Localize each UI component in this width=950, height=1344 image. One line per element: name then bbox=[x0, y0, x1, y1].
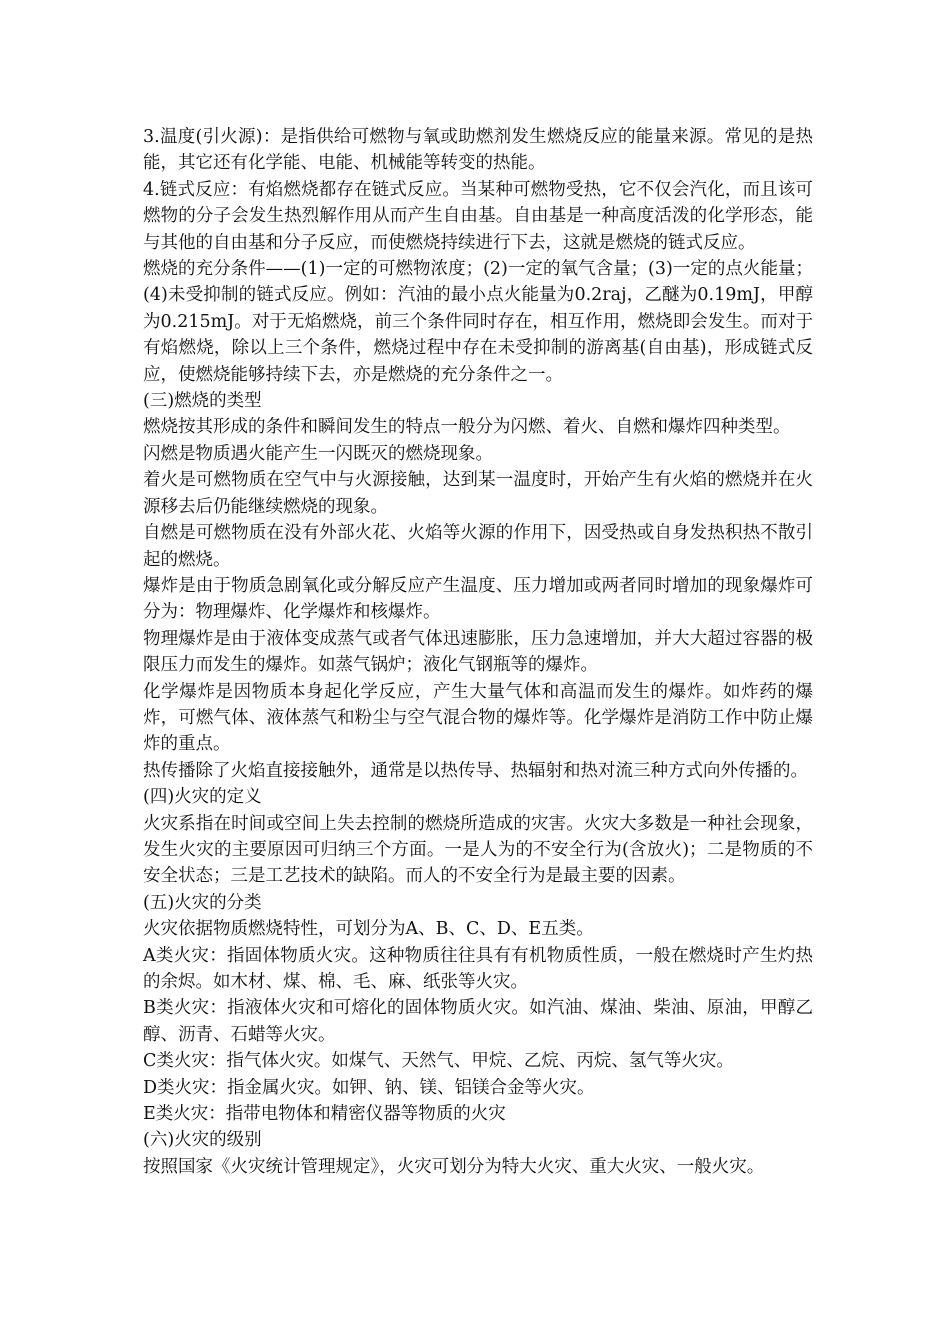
paragraph-physical-explosion: 物理爆炸是由于液体变成蒸气或者气体迅速膨胀，压力急速增加，并大大超过容器的极限压力而发生的爆炸。如蒸气锅炉；液化气钢瓶等的爆炸。 bbox=[143, 628, 813, 676]
paragraph-temperature: 3.温度(引火源)：是指供给可燃物与氧或助燃剂发生燃烧反应的能量来源。常见的是热能，其它还有化学能、电能、机械能等转变的热能。 bbox=[143, 127, 813, 174]
paragraph-chain-reaction: 4.链式反应：有焰燃烧都存在链式反应。当某种可燃物受热，它不仅会汽化，而且该可燃物的分子会发生热烈解作用从而产生自由基。自由基是一种高度活泼的化学形态，能与其他的自由基和分子反应，而使燃烧持续进行下去，这就是燃烧的链式反应。 bbox=[143, 179, 813, 253]
paragraph-fire-definition: 火灾系指在时间或空间上失去控制的燃烧所造成的灾害。火灾大多数是一种社会现象，发生火灾的主要原因可归纳三个方面。一是人为的不安全行为(含放火)；二是物质的不安全状态；三是工艺技术的缺陷。而人的不安全行为是最主要的因素。 bbox=[143, 813, 813, 887]
paragraph-ignition: 着火是可燃物质在空气中与火源接触，达到某一温度时，开始产生有火焰的燃烧并在火源移去后仍能继续燃烧的现象。 bbox=[143, 470, 813, 517]
paragraph-sufficient-conditions: 燃烧的充分条件——(1)一定的可燃物浓度；(2)一定的氧气含量；(3)一定的点火能量；(4)未受抑制的链式反应。例如：汽油的最小点火能量为0.2raj，乙醚为0.19mJ，甲醇为0.215mJ。对于无焰燃烧，前三个条件同时存在，相互作用，燃烧即会发生。而对于有焰燃烧，除以上三个条件，燃烧过程中存在未受抑制的游离基(自由基)，形成链式反应，使燃烧能够持续下去，亦是燃烧的充分条件之一。 bbox=[143, 259, 813, 385]
section-heading-fire-classification: (五)火灾的分类 bbox=[143, 892, 262, 913]
paragraph-heat-transfer: 热传播除了火焰直接接触外，通常是以热传导、热辐射和热对流三种方式向外传播的。 bbox=[143, 760, 808, 781]
section-heading-combustion-types: (三)燃烧的类型 bbox=[143, 391, 262, 412]
paragraph-spontaneous-combustion: 自燃是可燃物质在没有外部火花、火焰等火源的作用下，因受热或自身发热积热不散引起的燃烧。 bbox=[143, 523, 813, 570]
document-body bbox=[143, 124, 813, 1180]
paragraph-class-b-fire: B类火灾：指液体火灾和可熔化的固体物质火灾。如汽油、煤油、柴油、原油，甲醇乙醇、沥青、石蜡等火灾。 bbox=[143, 998, 813, 1045]
paragraph-chemical-explosion: 化学爆炸是因物质本身起化学反应，产生大量气体和高温而发生的爆炸。如炸药的爆炸，可燃气体、液体蒸气和粉尘与空气混合物的爆炸等。化学爆炸是消防工作中防止爆炸的重点。 bbox=[143, 681, 813, 755]
paragraph-class-d-fire: D类火灾：指金属火灾。如钾、钠、镁、铝镁合金等火灾。 bbox=[143, 1077, 595, 1098]
section-heading-fire-levels: (六)火灾的级别 bbox=[143, 1130, 262, 1151]
paragraph-class-e-fire: E类火灾：指带电物体和精密仪器等物质的火灾 bbox=[143, 1104, 506, 1125]
paragraph-fire-levels: 按照国家《火灾统计管理规定》，火灾可划分为特大火灾、重大火灾、一般火灾。 bbox=[143, 1156, 765, 1177]
paragraph-class-a-fire: A类火灾：指固体物质火灾。这种物质往往具有有机物质性质，一般在燃烧时产生灼热的余烬。如木材、煤、棉、毛、麻、纸张等火灾。 bbox=[143, 945, 813, 992]
paragraph-fire-classes: 火灾依据物质燃烧特性，可划分为A、B、C、D、E五类。 bbox=[143, 919, 594, 940]
paragraph-class-c-fire: C类火灾：指气体火灾。如煤气、天然气、甲烷、乙烷、丙烷、氢气等火灾。 bbox=[143, 1051, 734, 1072]
paragraph-combustion-types: 燃烧按其形成的条件和瞬间发生的特点一般分为闪燃、着火、自燃和爆炸四种类型。 bbox=[143, 417, 791, 438]
paragraph-explosion: 爆炸是由于物质急剧氧化或分解反应产生温度、压力增加或两者同时增加的现象爆炸可分为：物理爆炸、化学爆炸和核爆炸。 bbox=[143, 575, 813, 623]
section-heading-fire-definition: (四)火灾的定义 bbox=[143, 787, 262, 808]
paragraph-flash-fire: 闪燃是物质遇火能产生一闪既灭的燃烧现象。 bbox=[143, 443, 493, 464]
